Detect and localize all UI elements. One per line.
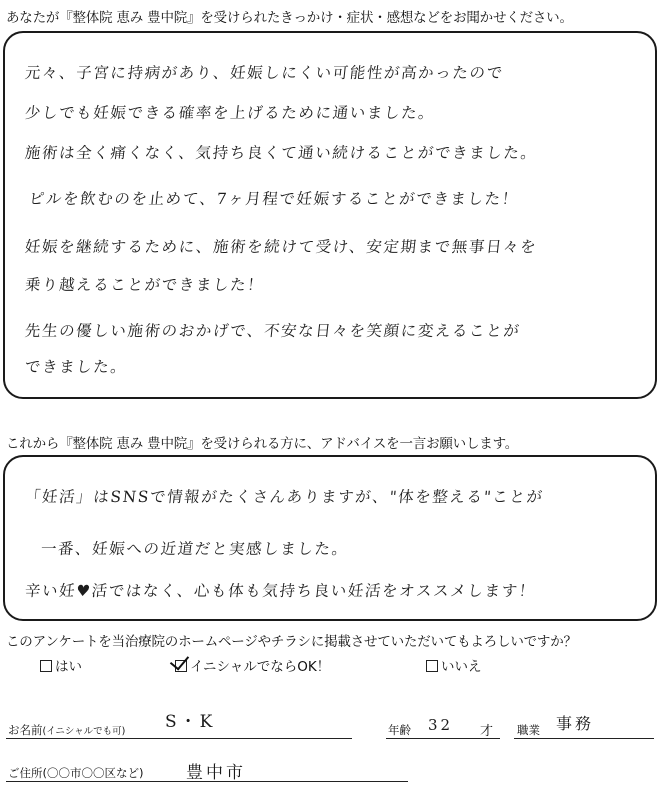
question-2: これから『整体院 恵み 豊中院』を受けられる方に、アドバイスを一言お願いします。 (6, 436, 519, 452)
job-value[interactable]: 事務 (556, 714, 595, 733)
consent-option-no[interactable]: いいえ (426, 655, 482, 675)
checkbox-checked[interactable] (175, 660, 187, 672)
age-label: 年齢 (388, 723, 411, 737)
age-unit: 才 (480, 724, 497, 739)
answer-2-line: 辛い妊♥活ではなく、心も体も気持ち良い妊活をオススメします！ (23, 582, 537, 600)
answer-1-line: 妊娠を継続するために、施術を続けて受け、安定期まで無事日々を (23, 238, 539, 256)
check-mark-icon (170, 650, 189, 670)
answer-1-line: できました。 (23, 358, 129, 376)
answer-1-line: ピルを飲むのを止めて、7ヶ月程で妊娠することができました！ (27, 190, 520, 208)
name-value[interactable]: S・K (165, 712, 216, 732)
checkbox[interactable] (40, 660, 52, 672)
job-underline (514, 738, 654, 739)
answer-2-line: 一番、妊娠への近道だと実感しました。 (39, 540, 350, 558)
answer-2-line: 「妊活」はSNSで情報がたくさんありますが、"体を整える"ことが (23, 488, 545, 506)
checkbox[interactable] (426, 660, 438, 672)
answer-1-line: 少しでも妊娠できる確率を上げるために通いました。 (23, 104, 437, 122)
address-value[interactable]: 豊中市 (186, 763, 246, 783)
answer-1-line: 先生の優しい施術のおかげで、不安な日々を笑顔に変えることが (23, 322, 522, 340)
consent-option-initials[interactable]: イニシャルでならOK！ (175, 655, 330, 675)
address-label: ご住所(〇〇市〇〇区など) (8, 766, 144, 780)
answer-1-box (3, 31, 657, 399)
answer-1-line: 乗り越えることができました！ (23, 276, 266, 294)
name-label: お名前(イニシャルでも可) (8, 723, 126, 737)
job-label: 職業 (517, 723, 540, 737)
name-underline (6, 738, 352, 739)
answer-1-line: 元々、子宮に持病があり、妊娠しにくい可能性が高かったので (23, 64, 505, 82)
question-3: このアンケートを当治療院のホームページやチラシに掲載させていただいてもよろしいですか？ (6, 634, 577, 650)
age-underline (386, 738, 500, 739)
age-value[interactable]: 32 (428, 716, 454, 734)
answer-1-line: 施術は全く痛くなく、気持ち良くて通い続けることができました。 (23, 144, 539, 162)
answer-2-box (3, 455, 657, 621)
consent-option-yes[interactable]: はい (40, 655, 82, 675)
question-1: あなたが『整体院 恵み 豊中院』を受けられたきっかけ・症状・感想などをお聞かせください。 (6, 10, 573, 26)
address-underline (6, 781, 408, 782)
